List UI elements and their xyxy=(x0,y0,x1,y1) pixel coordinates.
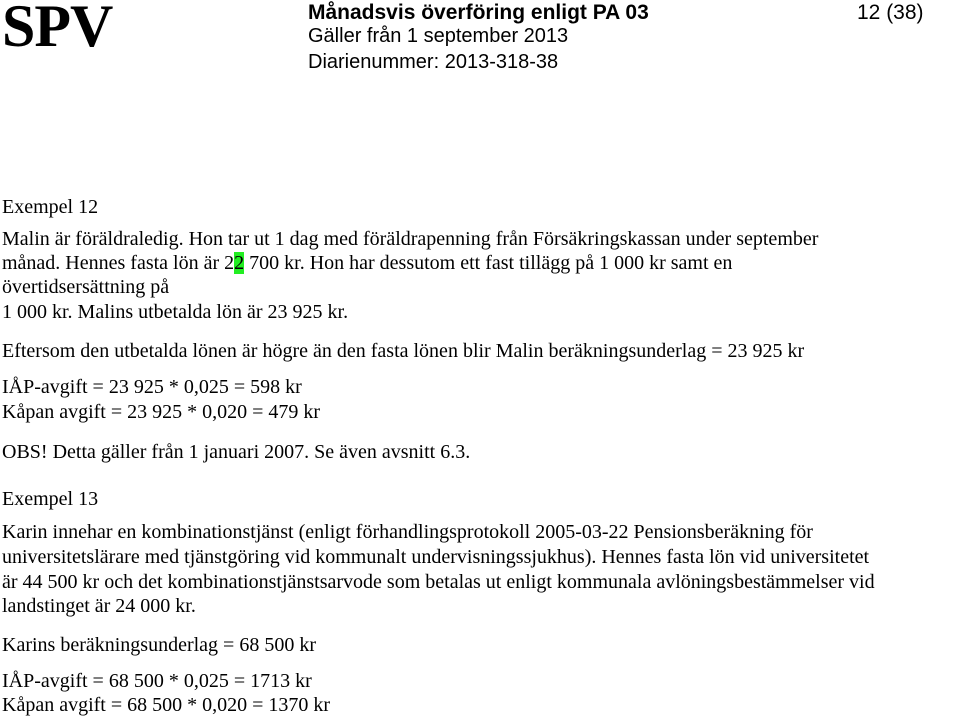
example-13-kapan-fee: Kåpan avgift = 68 500 * 0,020 = 1370 kr xyxy=(2,694,331,716)
example-13-text-line: är 44 500 kr och det kombinationstjänstsarvode som betalas ut enligt kommunala avlöningsbestämmelser vid xyxy=(2,571,875,593)
highlighted-digit: 2 xyxy=(234,252,245,274)
example-12-note: OBS! Detta gäller från 1 januari 2007. Se även avsnitt 6.3. xyxy=(2,441,471,463)
spv-logo: SPV xyxy=(2,0,113,59)
example-12-text-line: övertidsersättning på xyxy=(2,276,170,298)
example-13-text-line: landstinget är 24 000 kr. xyxy=(2,595,196,617)
example-12-text-line xyxy=(2,251,732,275)
page-number: 12 (38) xyxy=(857,1,924,24)
example-12-basis: Eftersom den utbetalda lönen är högre än den fasta lönen blir Malin beräkningsunderlag = 23 925 kr xyxy=(2,340,805,362)
example-13-text-line: universitetslärare med tjänstgöring vid kommunalt undervisningssjukhus). Hennes fasta lön vid universitetet xyxy=(2,546,870,568)
example-12-heading: Exempel 12 xyxy=(2,196,99,218)
example-13-iap-fee: IÅP-avgift = 68 500 * 0,025 = 1713 kr xyxy=(2,670,312,692)
example-13-text-line: Karin innehar en kombinationstjänst (enligt förhandlingsprotokoll 2005-03-22 Pensionsberäkning för xyxy=(2,521,813,543)
example-12-text-line: 1 000 kr. Malins utbetalda lön är 23 925 kr. xyxy=(2,301,349,323)
example-13-basis: Karins beräkningsunderlag = 68 500 kr xyxy=(2,634,316,656)
example-12-text-line: Malin är föräldraledig. Hon tar ut 1 dag med föräldrapenning från Försäkringskassan under september xyxy=(2,228,819,250)
valid-from: Gäller från 1 september 2013 xyxy=(308,25,569,47)
diary-number: Diarienummer: 2013-318-38 xyxy=(308,51,559,73)
example-12-iap-fee: IÅP-avgift = 23 925 * 0,025 = 598 kr xyxy=(2,376,302,398)
text-fragment: månad. Hennes fasta lön är 2 xyxy=(2,252,235,274)
document-title: Månadsvis överföring enligt PA 03 xyxy=(308,1,649,24)
text-fragment: 700 kr. Hon har dessutom ett fast tillägg på 1 000 kr samt en xyxy=(244,252,733,274)
example-13-heading: Exempel 13 xyxy=(2,488,99,510)
example-12-kapan-fee: Kåpan avgift = 23 925 * 0,020 = 479 kr xyxy=(2,401,321,423)
